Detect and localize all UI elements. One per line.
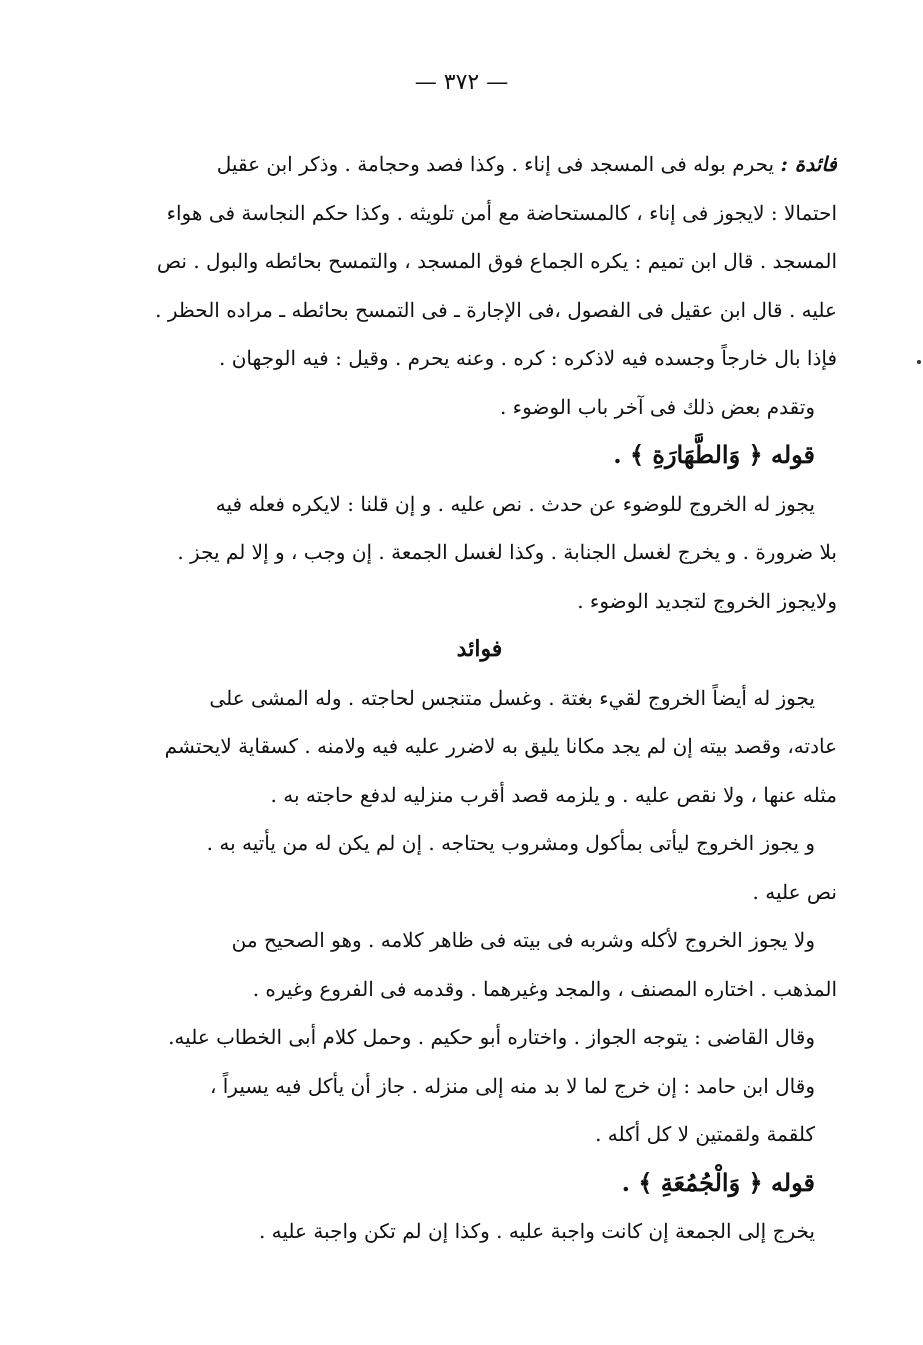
text-line: يجوز له الخروج للوضوء عن حدث . نص عليه . و إن قلنا : لايكره فعله فيه: [215, 491, 815, 516]
body-text: [122, 140, 837, 1256]
text-line: كلقمة ولقمتين لا كل أكله .: [595, 1122, 815, 1146]
text-line: مثله عنها ، ولا نقص عليه . و يلزمه قصد أقرب منزليه لدفع حاجته به .: [270, 782, 837, 807]
text-line: المذهب . اختاره المصنف ، والمجد وغيرهما . وقدمه فى الفروع وغيره .: [252, 976, 837, 1001]
text-line: يجوز له أيضاً الخروج لقيء بغتة . وغسل متنجس لحاجته . وله المشى على: [209, 685, 815, 710]
text-line: يخرج إلى الجمعة إن كانت واجبة عليه . وكذا إن لم تكن واجبة عليه .: [258, 1219, 815, 1243]
text-line: عادته، وقصد بيته إن لم يجد مكانا يليق به لاضرر عليه فيه ولامنه . كسقاية لايحتشم: [164, 734, 837, 758]
section-heading: قوله ﴿ وَالطَّهَارَةِ ﴾ .: [613, 440, 815, 469]
text-line: وقال القاضى : يتوجه الجواز . واختاره أبو حكيم . وحمل كلام أبى الخطاب عليه.: [168, 1025, 815, 1049]
fawaid-heading: فوائد: [456, 636, 503, 662]
text-line: المسجد . قال ابن تميم : يكره الجماع فوق المسجد ، والتمسح بحائطه والبول . نص: [156, 249, 837, 273]
line-text: يحرم بوله فى المسجد فى إناء . وكذا فصد وحجامة . وذكر ابن عقيل: [216, 152, 781, 176]
text-line: نص عليه .: [752, 879, 837, 904]
text-line: ولايجوز الخروج لتجديد الوضوء .: [577, 588, 837, 613]
text-line: بلا ضرورة . و يخرج لغسل الجنابة . وكذا لغسل الجمعة . إن وجب ، و إلا لم يجز .: [177, 540, 837, 564]
note-label: فائدة :: [780, 152, 837, 176]
text-line: ولا يجوز الخروج لأكله وشربه فى بيته فى ظاهر كلامه . وهو الصحيح من: [231, 928, 815, 952]
margin-mark: [917, 360, 921, 364]
text-line: [122, 140, 837, 189]
text-line: وتقدم بعض ذلك فى آخر باب الوضوء .: [499, 394, 815, 419]
text-line: احتمالا : لايجوز فى إناء ، كالمستحاضة مع أمن تلويثه . وكذا حكم النجاسة فى هواء: [166, 200, 837, 225]
text-line: وقال ابن حامد : إن خرج لما لا بد منه إلى منزله . جاز أن يأكل فيه يسيراً ،: [209, 1073, 815, 1098]
section-heading: قوله ﴿ وَالْجُمُعَةِ ﴾ .: [621, 1167, 815, 1197]
page-number: — ٣٧٢ —: [414, 70, 509, 95]
text-line: عليه . قال ابن عقيل فى الفصول ،فى الإجارة ـ فى التمسح بحائطه ـ مراده الحظر .: [155, 297, 837, 322]
text-line: و يجوز الخروج ليأتى بمأكول ومشروب يحتاجه . إن لم يكن له من يأتيه به .: [206, 831, 815, 855]
text-line: فإذا بال خارجاً وجسده فيه لاذكره : كره . وعنه يحرم . وقيل : فيه الوجهان .: [219, 346, 837, 370]
